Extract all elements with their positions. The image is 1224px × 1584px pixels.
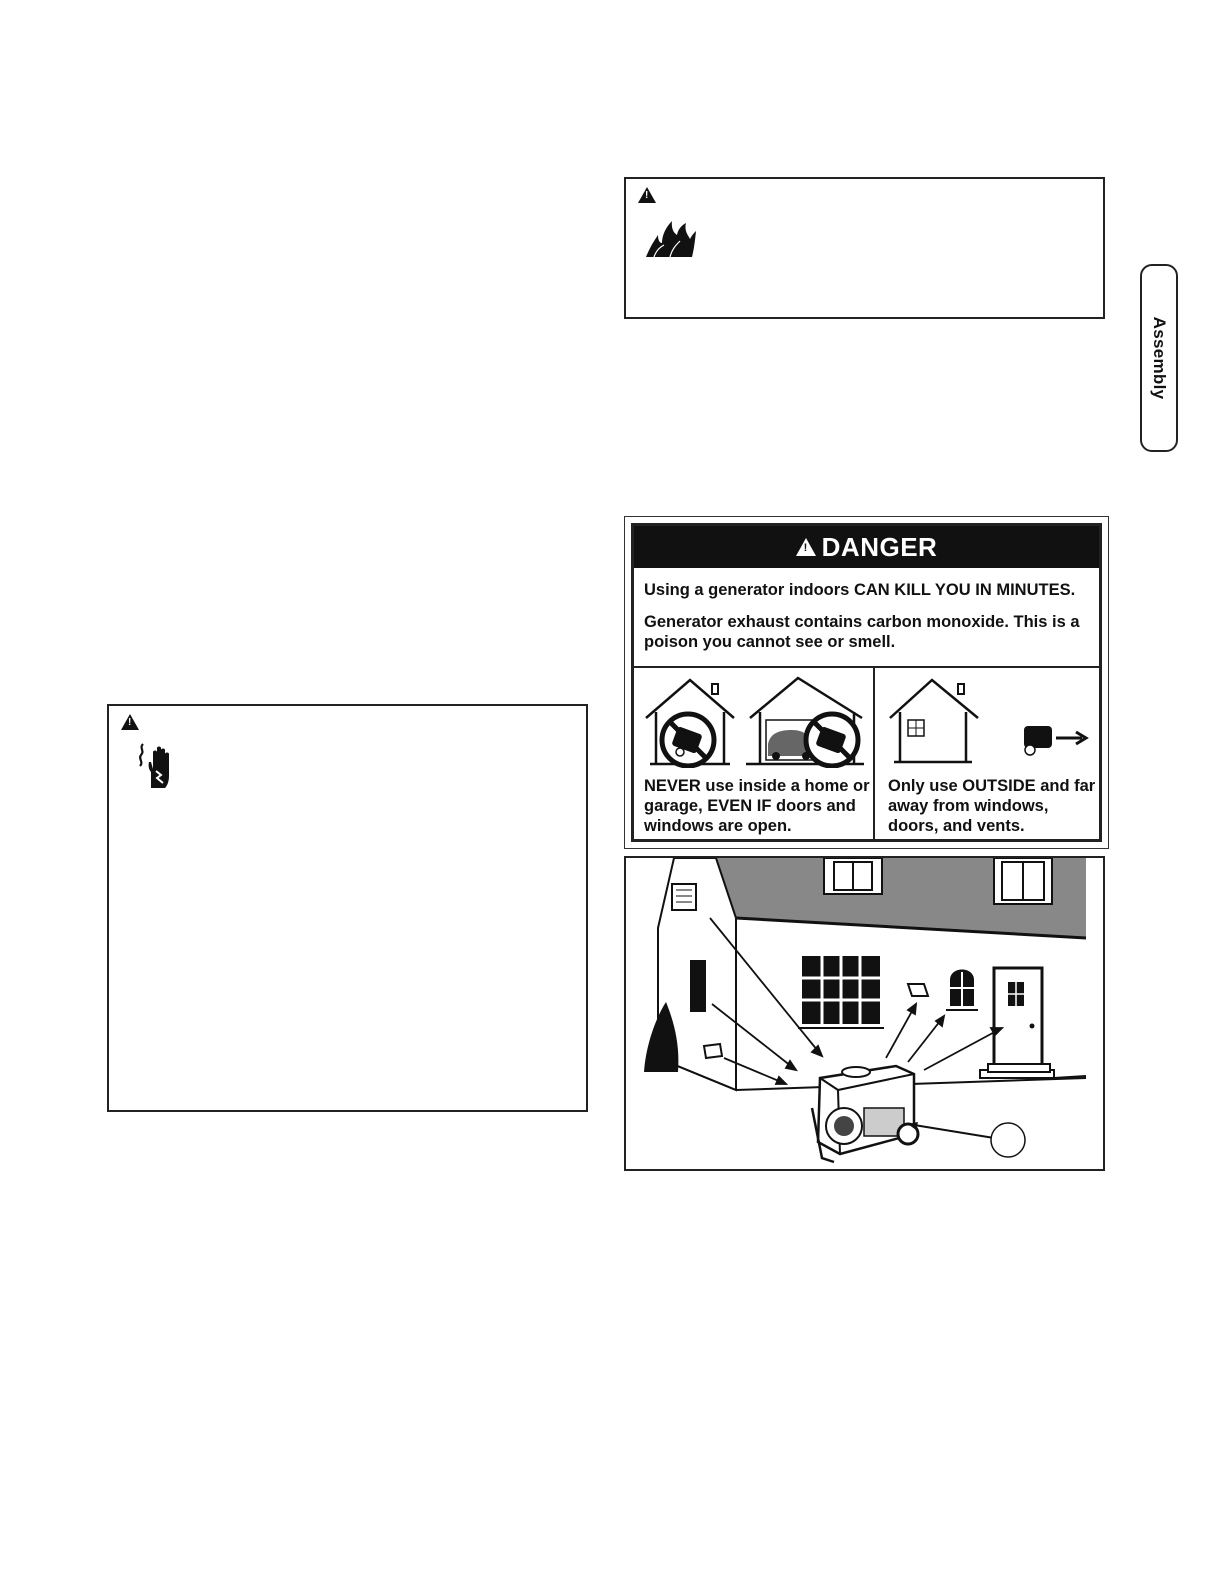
fire-icon	[644, 219, 698, 259]
warning-triangle-icon	[638, 187, 656, 203]
section-tab-assembly[interactable]	[1140, 264, 1178, 452]
danger-label	[624, 516, 1109, 849]
danger-mid-divider	[873, 666, 875, 839]
generator-placement-figure	[624, 856, 1105, 1171]
danger-line-1: Using a generator indoors CAN KILL YOU IN MINUTES.	[644, 581, 1076, 599]
danger-line-2: Generator exhaust contains carbon monoxide. This is a poison you cannot see or smell.	[644, 613, 1080, 651]
fire-warning-box	[624, 177, 1105, 319]
never-inside-caption: NEVER use inside a home or garage, EVEN IF doors and windows are open.	[644, 777, 870, 835]
house-generator-outside-icon	[886, 674, 1104, 768]
shock-warning-box	[107, 704, 588, 1112]
warning-triangle-icon	[796, 538, 816, 556]
danger-header	[634, 526, 1099, 568]
callout-circle	[991, 1123, 1025, 1157]
danger-divider	[634, 666, 1099, 668]
warning-triangle-icon	[121, 714, 139, 730]
generator-illustration	[812, 1066, 918, 1162]
electric-shock-hand-icon	[135, 742, 177, 790]
house-no-generator-icon	[642, 674, 868, 768]
section-tab-label: Assembly	[1150, 316, 1169, 400]
outside-only-caption: Only use OUTSIDE and far away from windows, doors, and vents.	[888, 777, 1096, 835]
house-and-generator-illustration	[626, 858, 1103, 1169]
danger-title: DANGER	[821, 531, 938, 562]
